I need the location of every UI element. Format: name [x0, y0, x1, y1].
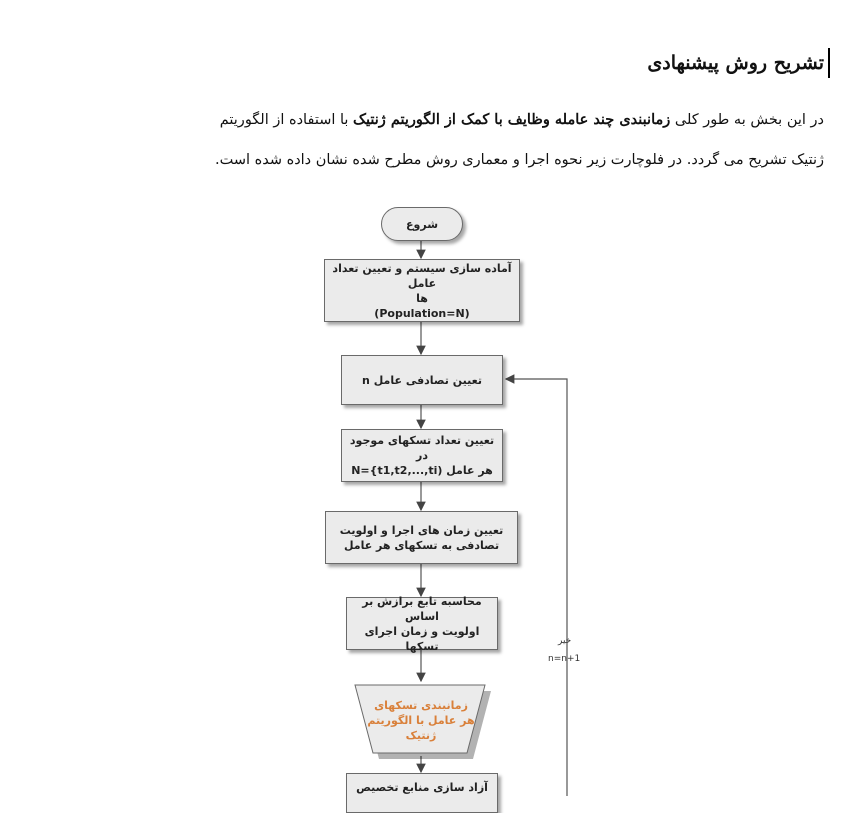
step7-label: آزاد سازی منابع تخصیص — [356, 781, 488, 794]
paragraph-bold-text: زمانبندی چند عامله وظایف با کمک از الگوریتم ژنتیک — [353, 111, 671, 128]
paragraph-text: در این بخش به طور کلی — [670, 112, 824, 128]
loop-label-no: خیر — [558, 636, 572, 646]
step6-label — [354, 684, 488, 756]
flow-step-assign-times — [325, 511, 518, 564]
step1-line2: ها — [416, 291, 428, 305]
step5-line2: اولویت و زمان اجرای تسکها — [364, 624, 480, 653]
flow-step-random-agent — [341, 355, 503, 405]
loop-back-connector — [506, 379, 567, 796]
flow-step-release-resources — [346, 773, 498, 813]
flow-step-ga-scheduling — [354, 684, 488, 756]
step6-line2: هر عامل با الگوریتم — [367, 713, 475, 727]
step6-line1: زمانبندی تسکهای — [374, 698, 468, 712]
flow-step-count-tasks — [341, 429, 503, 482]
step2-label: تعیین تصادفی عامل n — [362, 373, 482, 387]
paragraph-line-2: ژنتیک تشریح می گردد. در فلوچارت زیر نحوه اجرا و معماری روش مطرح شده نشان داده شده است. — [215, 152, 824, 168]
step1-line3: (Population=N) — [374, 306, 470, 320]
start-label: شروع — [406, 217, 439, 231]
step4-line2: تصادفی به تسکهای هر عامل — [343, 538, 500, 552]
step3-line2: هر عامل (N={t1,t2,...,ti — [351, 464, 493, 477]
step5-line1: محاسبه تابع برازش بر اساس — [362, 594, 482, 623]
section-heading: تشریح روش پیشنهادی — [647, 52, 824, 74]
flow-start-node — [381, 207, 463, 241]
flow-step-init-system — [324, 259, 520, 322]
step6-line3: ژنتیک — [405, 728, 437, 742]
paragraph-text: با استفاده از الگوریتم — [219, 112, 354, 128]
step1-line1: آماده سازی سیستم و تعیین تعداد عامل — [332, 261, 512, 290]
step4-line1: تعیین زمان های اجرا و اولویت — [339, 523, 504, 537]
step3-line1: تعیین تعداد تسکهای موجود در — [349, 434, 495, 462]
flow-step-fitness — [346, 594, 498, 653]
loop-label-condition: n=n+1 — [548, 654, 581, 664]
